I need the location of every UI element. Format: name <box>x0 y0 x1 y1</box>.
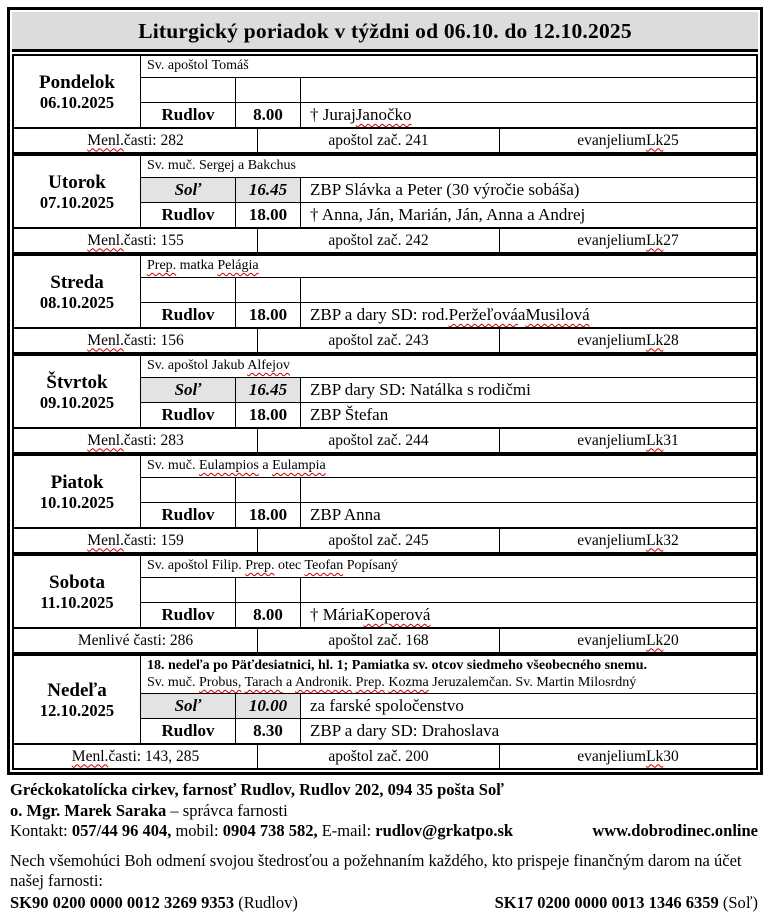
place-cell: Soľ <box>141 378 236 402</box>
service-row <box>141 102 756 127</box>
evanjelium-cell <box>500 745 756 768</box>
text-segment: apoštol zač. 242 <box>328 232 428 250</box>
time-cell: 10.00 <box>236 694 301 718</box>
text-segment: Menl. <box>87 432 124 450</box>
text-segment: 0904 738 582, <box>223 821 318 840</box>
text-segment: o. Mgr. Marek Saraka <box>10 801 166 820</box>
administrator-line <box>10 801 758 822</box>
info-row <box>14 327 756 352</box>
text-segment: 20 <box>663 632 679 650</box>
apostol-cell <box>258 629 500 652</box>
text-segment: Eulampios <box>199 458 259 473</box>
text-segment: Lk <box>646 132 663 150</box>
time-cell: 8.00 <box>236 103 301 127</box>
contact-line <box>10 821 758 842</box>
text-segment: Sv. muč. Sergej a Bakchus <box>147 158 296 173</box>
intention-cell <box>301 403 756 427</box>
text-segment: Kontakt: <box>10 821 72 840</box>
text-segment: E-mail: <box>318 821 376 840</box>
text-segment: ZBP Anna <box>310 505 381 525</box>
feast-line <box>147 557 750 574</box>
apostol-cell <box>258 529 500 552</box>
day-cell <box>14 156 141 227</box>
text-segment: 25 <box>663 132 679 150</box>
text-segment: Prep. <box>245 558 274 573</box>
text-segment: časti: 143, 285 <box>108 748 199 766</box>
text-segment: Kozma <box>388 675 428 690</box>
service-row <box>141 202 756 227</box>
intention-cell <box>301 719 756 743</box>
text-segment: Menl. <box>87 132 124 150</box>
place-cell: Rudlov <box>141 719 236 743</box>
parish-name-line: Gréckokatolícka cirkev, farnosť Rudlov, Rudlov 202, 094 35 pošta Soľ <box>10 780 758 801</box>
service-row <box>141 718 756 743</box>
text-segment: a <box>283 675 295 690</box>
text-segment: ZBP dary SD: Natálka s rodičmi <box>310 380 531 400</box>
feast-cell <box>141 656 756 694</box>
text-segment: Menl. <box>87 232 124 250</box>
contact-details <box>10 821 513 842</box>
time-cell <box>236 278 301 302</box>
text-segment: (Rudlov) <box>234 893 298 912</box>
feast-cell <box>141 556 756 578</box>
day-cell <box>14 556 141 627</box>
place-cell <box>141 478 236 502</box>
info-row <box>14 527 756 552</box>
info-row <box>14 427 756 452</box>
evanjelium-cell <box>500 229 756 252</box>
info-row <box>14 627 756 652</box>
time-cell: 18.00 <box>236 503 301 527</box>
feast-line <box>147 57 750 74</box>
text-segment: mobil: <box>171 821 222 840</box>
place-cell <box>141 278 236 302</box>
text-segment: Lk <box>646 432 663 450</box>
text-segment: Eulampia <box>272 458 326 473</box>
text-segment: evanjelium <box>577 748 646 766</box>
day-services <box>141 556 756 627</box>
text-segment: Sv. muč. <box>147 675 199 690</box>
feast-line <box>147 157 750 174</box>
text-segment: Lk <box>646 748 663 766</box>
day-cell <box>14 56 141 127</box>
feast-cell <box>141 56 756 78</box>
day-services <box>141 56 756 127</box>
text-segment: evanjelium <box>577 332 646 350</box>
feast-line <box>147 357 750 374</box>
menlive-casti-cell <box>14 745 258 768</box>
feast-cell <box>141 156 756 178</box>
day-cell <box>14 256 141 327</box>
day-services <box>141 156 756 227</box>
time-cell: 16.45 <box>236 178 301 202</box>
liturgical-schedule-table <box>7 7 763 775</box>
text-segment: apoštol zač. 245 <box>328 532 428 550</box>
text-segment: evanjelium <box>577 432 646 450</box>
day-services <box>141 656 756 743</box>
day-date: 10.10.2025 <box>40 494 114 512</box>
text-segment: Menl. <box>87 332 124 350</box>
intention-cell <box>301 78 756 102</box>
service-row <box>141 694 756 718</box>
intention-cell <box>301 694 756 718</box>
text-segment: ZBP a dary SD: Drahoslava <box>310 721 499 741</box>
text-segment: Menlivé časti: 286 <box>78 632 193 650</box>
intention-cell <box>301 478 756 502</box>
text-segment: Lk <box>646 332 663 350</box>
service-row <box>141 378 756 402</box>
text-segment: Musilová <box>525 305 589 325</box>
day-block <box>12 154 758 254</box>
text-segment: Janočko <box>356 105 412 125</box>
document-title: Liturgický poriadok v týždni od 06.10. do 12.10.2025 <box>12 12 758 52</box>
apostol-cell <box>258 129 500 152</box>
text-segment: Andronik. <box>295 675 352 690</box>
day-services <box>141 356 756 427</box>
text-segment: časti: 156 <box>124 332 184 350</box>
feast-cell <box>141 256 756 278</box>
text-segment: za farské spoločenstvo <box>310 696 464 716</box>
place-cell: Soľ <box>141 178 236 202</box>
day-block <box>12 654 758 770</box>
text-segment: apoštol zač. 244 <box>328 432 428 450</box>
day-row <box>14 656 756 743</box>
text-segment: a <box>259 458 272 473</box>
intention-cell <box>301 503 756 527</box>
text-segment: Koperová <box>363 605 430 625</box>
day-block <box>12 254 758 354</box>
text-segment: apoštol zač. 241 <box>328 132 428 150</box>
menlive-casti-cell <box>14 229 258 252</box>
text-segment: evanjelium <box>577 132 646 150</box>
apostol-cell <box>258 429 500 452</box>
text-segment: ZBP Slávka a Peter (30 výročie sobáša) <box>310 180 579 200</box>
text-segment: 057/44 96 404, <box>72 821 171 840</box>
place-cell: Rudlov <box>141 403 236 427</box>
evanjelium-cell <box>500 129 756 152</box>
text-segment: Popísaný <box>343 558 398 573</box>
day-block <box>12 54 758 154</box>
service-row <box>141 602 756 627</box>
text-segment: 31 <box>663 432 679 450</box>
place-cell: Soľ <box>141 694 236 718</box>
text-segment: Tarach <box>245 675 283 690</box>
apostol-cell <box>258 329 500 352</box>
place-cell: Rudlov <box>141 103 236 127</box>
text-segment: † Juraj <box>310 105 356 125</box>
feast-cell <box>141 356 756 378</box>
feast-line <box>147 657 750 674</box>
footer <box>7 775 763 913</box>
text-segment: Sv. apoštol Tomáš <box>147 58 249 73</box>
service-row <box>141 278 756 302</box>
place-cell: Rudlov <box>141 503 236 527</box>
day-block <box>12 454 758 554</box>
day-name: Streda <box>50 272 103 293</box>
menlive-casti-cell <box>14 529 258 552</box>
text-segment: evanjelium <box>577 532 646 550</box>
text-segment: – správca farnosti <box>166 801 287 820</box>
evanjelium-cell <box>500 629 756 652</box>
intention-cell <box>301 103 756 127</box>
day-date: 09.10.2025 <box>40 394 114 412</box>
day-date: 07.10.2025 <box>40 194 114 212</box>
text-segment: Sv. muč. <box>147 458 199 473</box>
text-segment: Lk <box>646 632 663 650</box>
evanjelium-cell <box>500 329 756 352</box>
service-row <box>141 178 756 202</box>
day-name: Nedeľa <box>47 680 107 701</box>
text-segment: evanjelium <box>577 632 646 650</box>
text-segment: časti: 159 <box>124 532 184 550</box>
day-date: 11.10.2025 <box>40 594 113 612</box>
intention-cell <box>301 303 756 327</box>
info-row <box>14 227 756 252</box>
text-segment: Jeruzalemčan. Sv. Martin Milosrdný <box>429 675 637 690</box>
day-date: 06.10.2025 <box>40 94 114 112</box>
text-segment: Prep. <box>356 675 385 690</box>
place-cell: Rudlov <box>141 203 236 227</box>
text-segment: apoštol zač. 168 <box>328 632 428 650</box>
intention-cell <box>301 278 756 302</box>
text-segment: Sv. apoštol Filip. <box>147 558 245 573</box>
service-row <box>141 578 756 602</box>
day-name: Pondelok <box>39 72 115 93</box>
day-name: Sobota <box>49 572 105 593</box>
iban-rudlov <box>10 893 298 913</box>
place-cell <box>141 578 236 602</box>
time-cell: 18.00 <box>236 403 301 427</box>
apostol-cell <box>258 229 500 252</box>
service-row <box>141 78 756 102</box>
menlive-casti-cell <box>14 629 258 652</box>
text-segment: Sv. apoštol Jakub <box>147 358 247 373</box>
text-segment: otec <box>274 558 304 573</box>
text-segment: 18. nedeľa po Päťdesiatnici, hl. 1; Pamiatka sv. otcov siedmeho všeobecného snemu. <box>147 658 647 673</box>
text-segment: apoštol zač. 200 <box>328 748 428 766</box>
intention-cell <box>301 603 756 627</box>
menlive-casti-cell <box>14 429 258 452</box>
service-row <box>141 502 756 527</box>
day-row <box>14 56 756 127</box>
info-row <box>14 127 756 152</box>
intention-cell <box>301 203 756 227</box>
text-segment: 27 <box>663 232 679 250</box>
text-segment: SK90 0200 0000 0012 3269 9353 <box>10 893 234 912</box>
text-segment: Lk <box>646 232 663 250</box>
text-segment: rudlov@grkatpo.sk <box>375 821 513 840</box>
day-services <box>141 256 756 327</box>
day-name: Štvrtok <box>46 372 107 393</box>
day-cell <box>14 356 141 427</box>
time-cell <box>236 78 301 102</box>
day-services <box>141 456 756 527</box>
text-segment: 32 <box>663 532 679 550</box>
intention-cell <box>301 578 756 602</box>
iban-sol <box>495 893 758 913</box>
evanjelium-cell <box>500 529 756 552</box>
intention-cell <box>301 378 756 402</box>
place-cell: Rudlov <box>141 303 236 327</box>
day-name: Piatok <box>51 472 104 493</box>
time-cell <box>236 478 301 502</box>
apostol-cell <box>258 745 500 768</box>
feast-line <box>147 257 750 274</box>
text-segment: (Soľ) <box>719 893 758 912</box>
time-cell: 18.00 <box>236 203 301 227</box>
day-blocks <box>12 54 758 770</box>
text-segment: evanjelium <box>577 232 646 250</box>
feast-line <box>147 674 750 691</box>
feast-line <box>147 457 750 474</box>
day-name: Utorok <box>48 172 106 193</box>
text-segment: časti: 282 <box>124 132 184 150</box>
time-cell: 8.30 <box>236 719 301 743</box>
evanjelium-cell <box>500 429 756 452</box>
intention-cell <box>301 178 756 202</box>
menlive-casti-cell <box>14 329 258 352</box>
day-cell <box>14 656 141 743</box>
feast-cell <box>141 456 756 478</box>
text-segment: ZBP a dary SD: rod. <box>310 305 449 325</box>
text-segment: apoštol zač. 243 <box>328 332 428 350</box>
website-text: www.dobrodinec.online <box>592 821 758 842</box>
time-cell <box>236 578 301 602</box>
menlive-casti-cell <box>14 129 258 152</box>
text-segment: Pelágia <box>217 258 258 273</box>
time-cell: 8.00 <box>236 603 301 627</box>
text-segment: Menl. <box>72 748 109 766</box>
day-date: 12.10.2025 <box>40 702 114 720</box>
text-segment: Prep. <box>147 258 176 273</box>
text-segment: Alfejov <box>247 358 290 373</box>
day-row <box>14 256 756 327</box>
day-cell <box>14 456 141 527</box>
service-row <box>141 302 756 327</box>
time-cell: 18.00 <box>236 303 301 327</box>
day-row <box>14 156 756 227</box>
time-cell: 16.45 <box>236 378 301 402</box>
info-row <box>14 743 756 768</box>
service-row <box>141 402 756 427</box>
place-cell: Rudlov <box>141 603 236 627</box>
day-block <box>12 554 758 654</box>
text-segment: Probus, <box>199 675 241 690</box>
day-block <box>12 354 758 454</box>
text-segment: Lk <box>646 532 663 550</box>
day-row <box>14 356 756 427</box>
iban-line <box>10 893 758 913</box>
text-segment: a <box>518 305 526 325</box>
text-segment: Menl. <box>87 532 124 550</box>
text-segment: časti: 283 <box>124 432 184 450</box>
donation-appeal: Nech všemohúci Boh odmení svojou štedrosťou a požehnaním každého, kto prispeje finančným darom na účet našej farnosti: <box>10 851 770 892</box>
service-row <box>141 478 756 502</box>
text-segment: matka <box>176 258 217 273</box>
text-segment: Peržeľová <box>449 305 518 325</box>
place-cell <box>141 78 236 102</box>
text-segment: 30 <box>663 748 679 766</box>
day-row <box>14 456 756 527</box>
text-segment: SK17 0200 0000 0013 1346 6359 <box>495 893 719 912</box>
text-segment: † Mária <box>310 605 363 625</box>
text-segment: Teofan <box>305 558 344 573</box>
text-segment: † Anna, Ján, Marián, Ján, Anna a Andrej <box>310 205 585 225</box>
text-segment: ZBP Štefan <box>310 405 388 425</box>
text-segment: časti: 155 <box>124 232 184 250</box>
day-date: 08.10.2025 <box>40 294 114 312</box>
text-segment: 28 <box>663 332 679 350</box>
day-row <box>14 556 756 627</box>
